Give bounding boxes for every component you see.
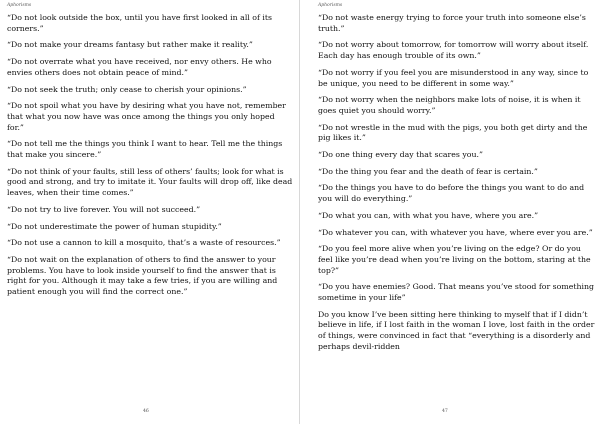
right-page [300, 0, 600, 424]
quote-paragraph: “Do not think of your faults, still less of others’ faults; look for what is good and strong, and try to imitate it. Your faults will drop off, like dead leaves, when their time comes.” [7, 166, 293, 198]
quote-paragraph: “Do not worry if you feel you are misunderstood in any way, since to be unique, you need to be different in some way.” [318, 67, 589, 88]
body-paragraph: Do you know I’ve been sitting here thinking to myself that if I didn’t believe in life, if I lost faith in the woman I love, lost faith in the order of things, were convinced in fact that “everything is a disorderly and perhaps devil-ridden [318, 309, 595, 351]
page-number: 46 [143, 409, 149, 414]
quote-paragraph: “Do not look outside the box, until you have first looked in all of its corners.” [7, 13, 272, 33]
quote-paragraph: “Do you feel more alive when you’re living on the edge? Or do you feel like you’re dead when you’re living on the bottom, staring at the top?” [318, 244, 591, 275]
quote-paragraph: “Do what you can, with what you have, where you are.” [318, 210, 539, 220]
quote-paragraph: “Do not worry when the neighbors make lots of noise, it is when it goes quiet you should worry.” [318, 95, 581, 115]
quote-paragraph: “Do not wrestle in the mud with the pigs, you both get dirty and the pig likes it.” [318, 122, 588, 143]
quote-paragraph: “Do one thing every day that scares you.” [318, 150, 483, 160]
running-header: Aphorisms [318, 3, 343, 8]
quote-paragraph: “Do not seek the truth; only cease to cherish your opinions.” [7, 84, 247, 94]
quote-paragraph: “Do the things you have to do before the things you want to do and you will do everything.” [318, 183, 585, 204]
quote-paragraph: “Do not waste energy trying to force your truth into someone else’s truth.” [318, 13, 586, 33]
quote-paragraph: “Do the thing you fear and the death of fear is certain.” [318, 166, 538, 176]
page-body [318, 13, 596, 359]
quote-paragraph: “Do you have enemies? Good. That means you’ve stood for something sometime in your life” [318, 282, 595, 303]
quote-paragraph: “Do not tell me the things you think I want to hear. Tell me the things that make you sincere.” [7, 139, 283, 160]
quote-paragraph: “Do not underestimate the power of human stupidity.” [7, 221, 222, 231]
quote-paragraph: “Do not try to live forever. You will not succeed.” [7, 204, 201, 214]
quote-paragraph: “Do whatever you can, with whatever you have, where ever you are.” [318, 227, 593, 237]
quote-paragraph: “Do not spoil what you have by desiring what you have not, remember that what you now have was once among the things you only hoped for.” [7, 101, 286, 132]
running-header: Aphorisms [7, 3, 32, 8]
quote-paragraph: “Do not use a cannon to kill a mosquito, that’s a waste of resources.” [7, 238, 281, 248]
page-number: 47 [442, 409, 448, 414]
page-body [7, 13, 293, 304]
quote-paragraph: “Do not wait on the explanation of others to find the answer to your problems. You have to look inside yourself to find the answer that is right for you. Although it may take a few tries, if you are willing and patient enough you will find the correct one.” [7, 254, 278, 297]
quote-paragraph: “Do not overrate what you have received, nor envy others. He who envies others does not obtain peace of mind.” [7, 57, 272, 77]
quote-paragraph: “Do not make your dreams fantasy but rather make it reality.” [7, 40, 253, 50]
quote-paragraph: “Do not worry about tomorrow, for tomorrow will worry about itself. Each day has enough trouble of its own.” [318, 40, 589, 61]
